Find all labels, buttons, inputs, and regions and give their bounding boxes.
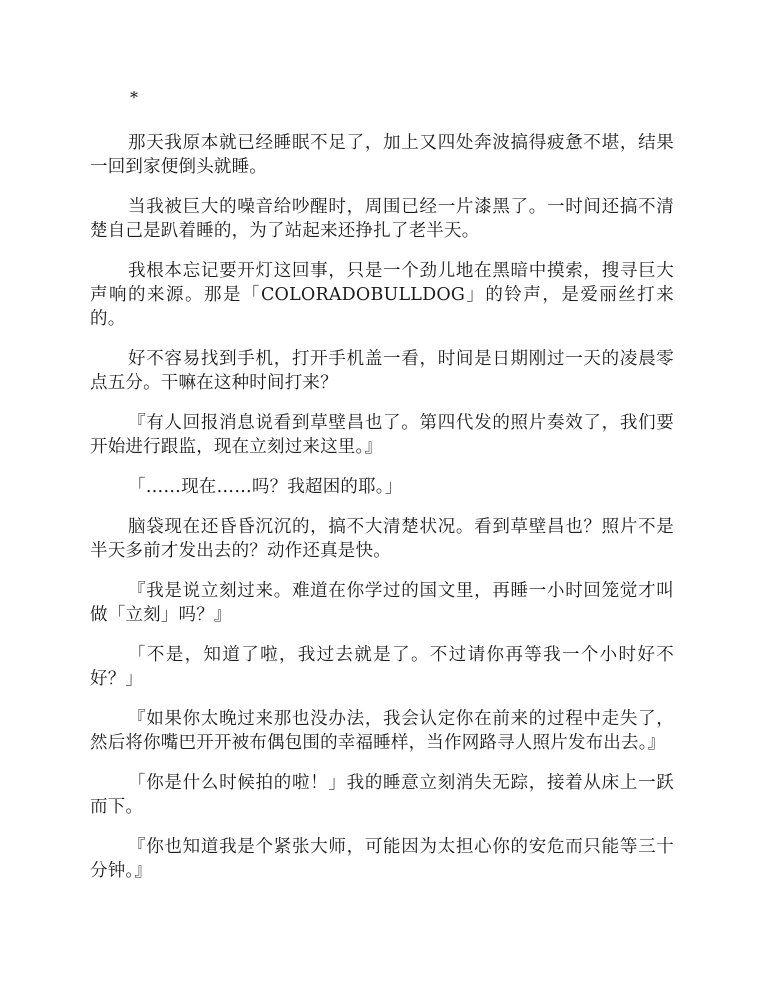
paragraph: 那天我原本就已经睡眠不足了，加上又四处奔波搞得疲惫不堪，结果一回到家便倒头就睡。 (90, 133, 674, 177)
paragraph: 当我被巨大的噪音给吵醒时，周围已经一片漆黑了。一时间还搞不清楚自己是趴着睡的，为了站起来还挣扎了老半天。 (90, 197, 674, 241)
paragraph: 我根本忘记要开灯这回事，只是一个劲儿地在黑暗中摸索，搜寻巨大声响的来源。那是「COLORADOBULLDOG」的铃声，是爱丽丝打来的。 (90, 261, 674, 329)
paragraph: 『有人回报消息说看到草壁昌也了。第四代发的照片奏效了，我们要开始进行跟监，现在立刻过来这里。』 (90, 413, 674, 457)
paragraph: 脑袋现在还昏昏沉沉的，搞不大清楚状况。看到草壁昌也？照片不是半天多前才发出去的？动作还真是快。 (90, 517, 674, 561)
paragraph: 好不容易找到手机，打开手机盖一看，时间是日期刚过一天的凌晨零点五分。干嘛在这种时间打来？ (90, 349, 674, 393)
paragraph: 「你是什么时候拍的啦！」我的睡意立刻消失无踪，接着从床上一跃而下。 (90, 773, 674, 817)
paragraph: 「不是，知道了啦，我过去就是了。不过请你再等我一个小时好不好？」 (90, 645, 674, 689)
paragraph: 「……现在……吗？我超困的耶。」 (128, 477, 403, 497)
document-page (90, 88, 674, 899)
paragraph: 『你也知道我是个紧张大师，可能因为太担心你的安危而只能等三十分钟。』 (90, 837, 674, 881)
paragraph: 『如果你太晚过来那也没办法，我会认定你在前来的过程中走失了，然后将你嘴巴开开被布偶包围的幸福睡样，当作网路寻人照片发布出去。』 (90, 709, 674, 753)
paragraph: 『我是说立刻过来。难道在你学过的国文里，再睡一小时回笼觉才叫做「立刻」吗？』 (90, 581, 674, 625)
section-break-marker: * (130, 88, 138, 107)
